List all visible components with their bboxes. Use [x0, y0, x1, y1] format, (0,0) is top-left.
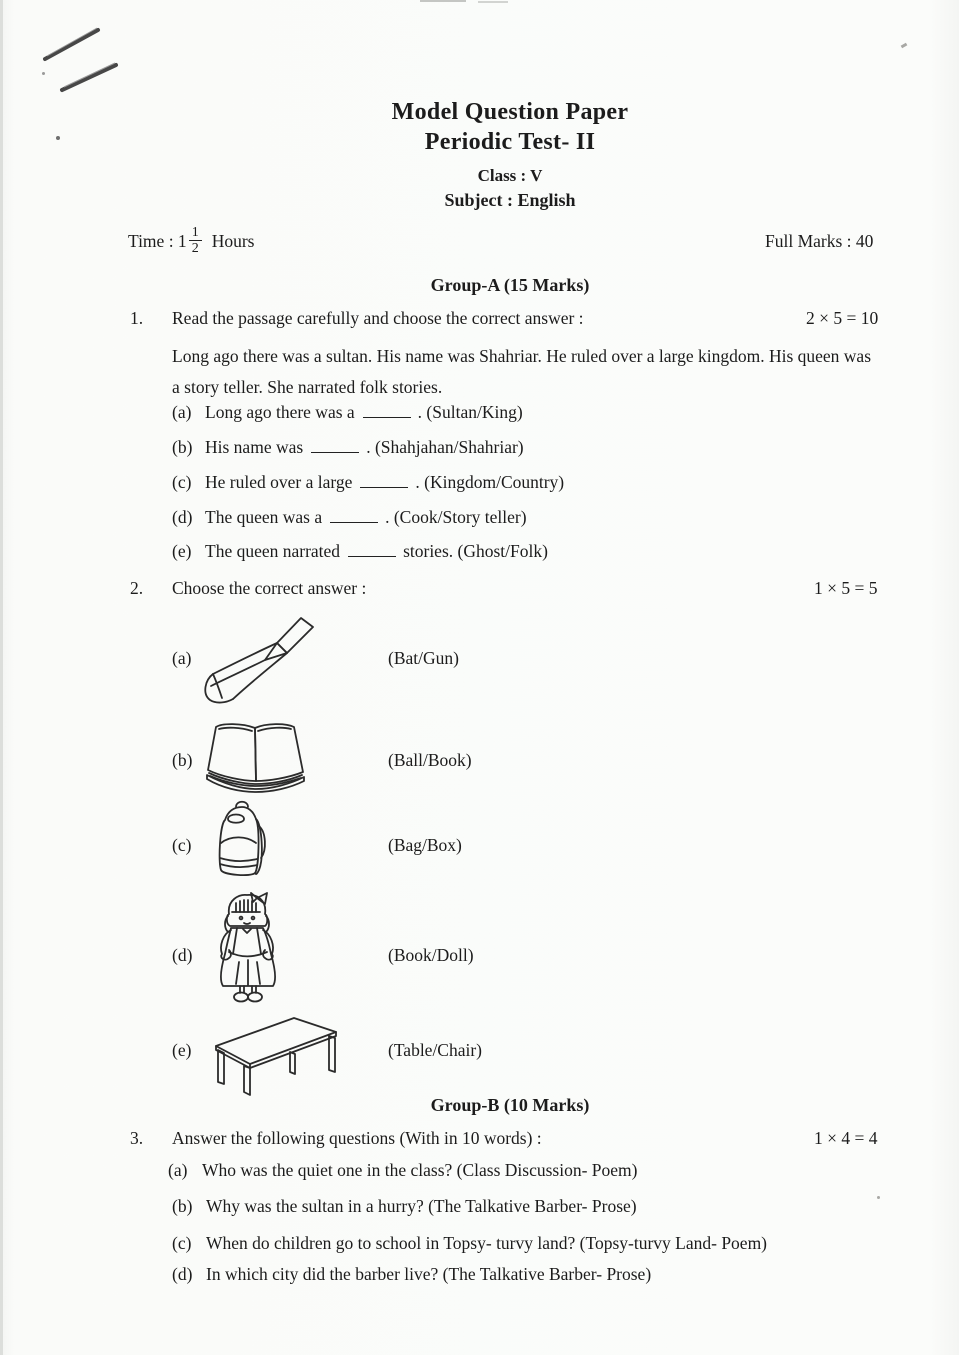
scan-edge-mark	[478, 1, 508, 3]
question-3-marks: 1 × 4 = 4	[814, 1128, 878, 1148]
subject-line: Subject : English	[444, 190, 576, 210]
page-title: Model Question Paper	[391, 99, 629, 125]
table-icon	[212, 1014, 340, 1098]
school-bag-icon	[215, 798, 271, 882]
answer-blank	[311, 438, 359, 453]
item-text-pre: The queen narrated	[205, 541, 341, 561]
item-label: (a)	[168, 1160, 188, 1180]
item-text-post: . (Sultan/King)	[417, 402, 523, 422]
question-3-number: 3.	[130, 1128, 144, 1148]
short-answer-item-a	[168, 1160, 637, 1181]
item-label: (c)	[172, 472, 192, 492]
fraction-numerator: 1	[189, 225, 202, 241]
group-b-heading: Group-B (10 Marks)	[430, 1095, 590, 1115]
picture-item-label: (e)	[172, 1040, 192, 1060]
item-label: (b)	[172, 1196, 193, 1216]
item-text-pre: He ruled over a large	[205, 472, 353, 492]
picture-item-label: (c)	[172, 835, 192, 855]
option-text: (Bat/Gun)	[388, 648, 459, 668]
item-text-post: . (Cook/Story teller)	[385, 507, 527, 527]
time-fraction	[189, 225, 202, 256]
answer-blank	[348, 542, 396, 557]
picture-item-label: (b)	[172, 750, 193, 770]
item-label: (c)	[172, 1233, 192, 1253]
cricket-bat-icon	[197, 613, 327, 705]
item-text: In which city did the barber live? (The Talkative Barber- Prose)	[206, 1264, 652, 1284]
option-text: (Bag/Box)	[388, 835, 462, 855]
ink-speck	[42, 72, 45, 75]
short-answer-item-c	[172, 1233, 767, 1254]
full-marks: Full Marks : 40	[765, 231, 874, 251]
open-book-icon	[206, 720, 314, 794]
question-2-text: Choose the correct answer :	[172, 578, 367, 598]
item-text-pre: The queen was a	[205, 507, 323, 527]
fill-blank-item-c	[172, 472, 564, 493]
item-text: Why was the sultan in a hurry? (The Talkative Barber- Prose)	[206, 1196, 637, 1216]
item-text: When do children go to school in Topsy- turvy land? (Topsy-turvy Land- Poem)	[206, 1233, 768, 1253]
item-label: (d)	[172, 507, 193, 527]
doll-icon	[215, 892, 281, 1006]
staple-mark-icon	[28, 18, 143, 103]
pen-mark	[901, 43, 908, 49]
item-text-pre: His name was	[205, 437, 304, 457]
item-label: (a)	[172, 402, 192, 422]
answer-blank	[363, 403, 411, 418]
item-text-post: stories. (Ghost/Folk)	[403, 541, 548, 561]
fill-blank-item-b	[172, 437, 524, 458]
picture-item-label: (a)	[172, 648, 192, 668]
option-text: (Book/Doll)	[388, 945, 474, 965]
item-label: (b)	[172, 437, 193, 457]
page-edge	[0, 0, 3, 1355]
question-2-number: 2.	[130, 578, 144, 598]
scan-edge-mark	[420, 0, 466, 2]
question-3-text: Answer the following questions (With in 10 words) :	[172, 1128, 542, 1148]
picture-item-label: (d)	[172, 945, 193, 965]
fill-blank-item-d	[172, 507, 527, 528]
item-text: Who was the quiet one in the class? (Class Discussion- Poem)	[202, 1160, 638, 1180]
time-suffix: Hours	[211, 231, 255, 251]
option-text: (Table/Chair)	[388, 1040, 483, 1060]
fill-blank-item-a	[172, 402, 523, 423]
item-label: (e)	[172, 541, 192, 561]
reading-passage: Long ago there was a sultan. His name was Shahriar. He ruled over a large kingdom. His queen was a story teller. She narrated folk stories.	[172, 346, 872, 397]
fraction-denominator: 2	[191, 241, 199, 256]
short-answer-item-b	[172, 1196, 637, 1217]
group-a-heading: Group-A (15 Marks)	[430, 275, 590, 295]
question-2-marks: 1 × 5 = 5	[814, 578, 878, 598]
answer-blank	[360, 473, 408, 488]
question-1-number: 1.	[130, 308, 144, 328]
question-1-text: Read the passage carefully and choose the correct answer :	[172, 308, 584, 328]
item-label: (d)	[172, 1264, 193, 1284]
fill-blank-item-e	[172, 541, 548, 562]
time-prefix: Time : 1	[128, 231, 187, 251]
item-text-pre: Long ago there was a	[205, 402, 355, 422]
question-1-marks: 2 × 5 = 10	[806, 308, 879, 328]
answer-blank	[330, 508, 378, 523]
class-line: Class : V	[477, 166, 543, 185]
ink-speck	[877, 1196, 880, 1199]
short-answer-item-d	[172, 1264, 651, 1285]
item-text-post: . (Shahjahan/Shahriar)	[366, 437, 524, 457]
time-allowed	[128, 226, 254, 257]
option-text: (Ball/Book)	[388, 750, 472, 770]
page-subtitle: Periodic Test- II	[424, 129, 596, 155]
item-text-post: . (Kingdom/Country)	[415, 472, 565, 492]
